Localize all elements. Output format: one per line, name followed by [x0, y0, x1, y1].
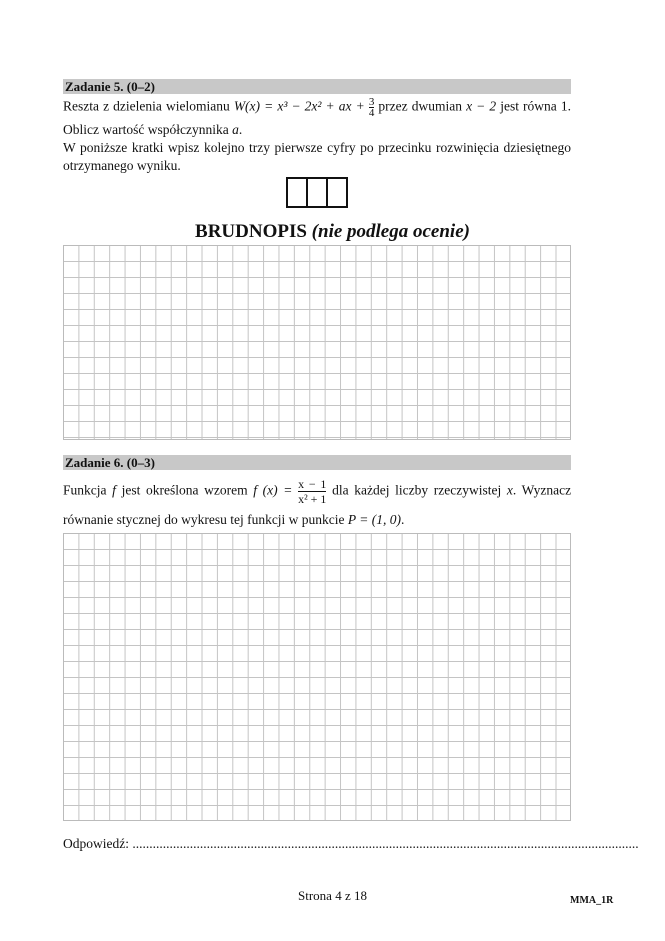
text: równanie stycznej do wykresu tej funkcji w punkcie [63, 512, 345, 527]
point: P = (1, 0) [347, 512, 402, 527]
text: Reszta z dzielenia wielomianu [63, 98, 230, 114]
text: przez dwumian [378, 98, 462, 114]
exam-code: MMA_1R [570, 895, 614, 906]
numerator: x − 1 [298, 477, 327, 491]
fraction [369, 97, 375, 118]
polynomial: W(x) = x³ − 2x² + ax + [233, 98, 365, 114]
task5-line3: W poniższe kratki wpisz kolejno trzy pierwsze cyfry po przecinku rozwinięcia dziesiętnego [63, 140, 571, 155]
answer-dots: ...................................................................................................................................................... [132, 836, 639, 851]
text: dla każdej liczby rzeczywistej [332, 482, 502, 498]
text: jest równa 1. [500, 98, 571, 114]
binomial: x − 2 [466, 98, 497, 114]
answer-line[interactable] [63, 836, 639, 852]
denominator: x² + 1 [298, 492, 327, 506]
draft-grid[interactable] [63, 245, 571, 440]
task5-line2: Oblicz wartość współczynnika a. [63, 122, 243, 137]
draft-title-text: BRUDNOPIS [195, 221, 307, 242]
page-number: Strona 4 z 18 [298, 888, 367, 903]
denominator: 4 [368, 107, 375, 119]
answer-digit-boxes [288, 177, 348, 208]
digit-box-1[interactable] [286, 177, 308, 208]
task5-header: Zadanie 5. (0–2) [63, 79, 571, 94]
task6-header: Zadanie 6. (0–3) [63, 455, 571, 470]
task6-line2: równanie stycznej do wykresu tej funkcji w punkcie P = (1, 0). [63, 512, 405, 527]
text: jest określona wzorem [121, 482, 248, 498]
function-symbol: f [112, 482, 116, 498]
numerator: 3 [368, 96, 375, 108]
text: . Wyznacz [512, 482, 572, 498]
digit-box-3[interactable] [326, 177, 348, 208]
task6-line1 [63, 477, 571, 506]
solution-grid[interactable] [63, 533, 571, 821]
text: Funkcja [63, 482, 107, 498]
draft-subtitle: (nie podlega ocenie) [311, 221, 470, 242]
answer-label: Odpowiedź: [63, 836, 129, 851]
fraction [298, 477, 326, 506]
task5-line1 [63, 97, 571, 118]
text: Oblicz wartość współczynnika [63, 122, 229, 137]
draft-title [0, 221, 665, 243]
task5-line4: otrzymanego wyniku. [63, 158, 181, 173]
variable: a [232, 122, 239, 137]
function-def: f (x) = [253, 482, 293, 498]
variable: x [506, 482, 513, 498]
digit-box-2[interactable] [306, 177, 328, 208]
